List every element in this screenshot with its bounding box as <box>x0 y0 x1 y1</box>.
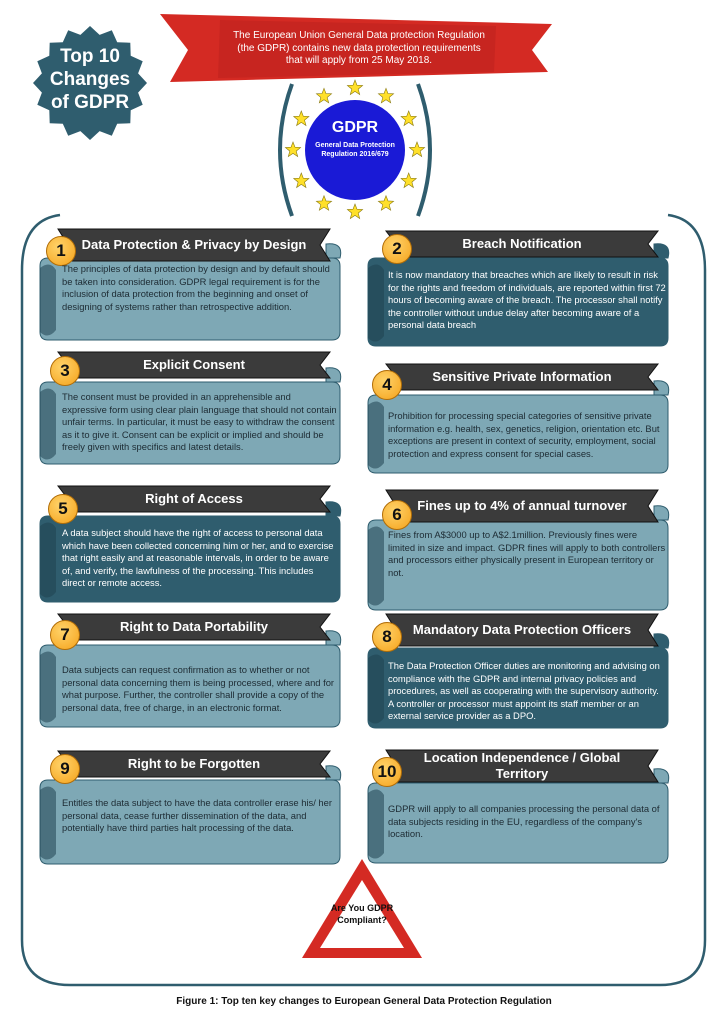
emblem-star <box>401 173 416 188</box>
card-3-curl <box>40 388 56 459</box>
card-4-number-badge: 4 <box>372 370 402 400</box>
emblem-star <box>316 88 331 103</box>
card-2-description: It is now mandatory that breaches which are likely to result in risk for the rights and freedom of individuals, are reported within first 72 hours of becoming aware of the breach. The processor shall notify the controller without undue delay after becoming aware of a personal data breach <box>388 269 666 331</box>
card-8-number-badge: 8 <box>372 622 402 652</box>
card-8-title: Mandatory Data Protection Officers <box>412 622 632 637</box>
card-2-title: Breach Notification <box>462 236 582 251</box>
emblem-star <box>378 196 393 211</box>
card-9-number-badge: 9 <box>50 754 80 784</box>
card-3-description: The consent must be provided in an apprehensible and expressive form using clear plain language that should not contain unfair terms. In particular, it must be easy to withdraw the consent as it to give it. Consent can be explicit or implied and should be freely given with specifics and latest details. <box>62 391 337 453</box>
card-4-title: Sensitive Private Information <box>432 369 612 384</box>
card-7-title: Right to Data Portability <box>119 619 269 634</box>
card-8-description: The Data Protection Officer duties are monitoring and advising on compliance with the GDPR and internal privacy policies and procedures, as well as cooperating with the supervisory authority. A controller or processor must appoint its staff member or an external service provider as a DPO. <box>388 660 660 722</box>
card-6-curl-top <box>654 506 669 520</box>
card-2-curl <box>368 264 384 341</box>
card-8-curl <box>368 654 384 723</box>
card-1-curl <box>40 264 56 335</box>
card-10-title: Location Independence / Global Territory <box>423 750 621 781</box>
card-1-description: The principles of data protection by design and by default should be taken into consideration. GDPR legal requirement is for the inclusion of data protection from the beginning and onset of designing of systems rather than retrospective addition. <box>62 263 330 312</box>
card-7-number-badge: 7 <box>50 620 80 650</box>
banner-text: The European Union General Data protection Regulation (the GDPR) contains new data protection requirements that will apply from 25 May 2018. <box>233 30 485 66</box>
card-1-curl-top <box>326 244 341 258</box>
figure-caption: Figure 1: Top ten key changes to European General Data Protection Regulation <box>176 996 552 1007</box>
emblem-star <box>409 142 424 157</box>
card-5-number-badge: 5 <box>48 494 78 524</box>
card-7-description: Data subjects can request confirmation as to whether or not personal data concerning them is being processed, where and for what purpose. Further, the controller shall provide a copy of the personal data, free of charge, in an electronic format. <box>62 664 335 713</box>
card-3-title: Explicit Consent <box>143 357 245 372</box>
card-9-title: Right to be Forgotten <box>127 756 261 771</box>
badge-title: Top 10 Changes of GDPR <box>49 46 131 113</box>
gdpr-emblem-subtitle: General Data Protection Regulation 2016/679 <box>315 142 395 158</box>
card-6-number-badge: 6 <box>382 500 412 530</box>
card-1-title: Data Protection & Privacy by Design <box>81 237 307 252</box>
card-1-number-badge: 1 <box>46 236 76 266</box>
card-5-curl <box>40 522 56 597</box>
card-4-curl <box>368 401 384 468</box>
emblem-star <box>347 80 362 95</box>
emblem-star <box>285 142 300 157</box>
card-6-title: Fines up to 4% of annual turnover <box>417 498 627 513</box>
card-5-description: A data subject should have the right of access to personal data which have been collected concerning him or her, and to exercise that right easily and at reasonable intervals, in order to be aware of, and verify, the lawfulness of the processing. This includes direct or remote access. <box>62 527 334 589</box>
card-9-curl <box>40 786 56 859</box>
card-7-curl <box>40 651 56 722</box>
emblem-star <box>347 204 362 219</box>
card-10-description: GDPR will apply to all companies processing the personal data of data subjects residing in the EU, regardless of the company's location. <box>388 803 660 840</box>
card-10-number-badge: 10 <box>372 757 402 787</box>
card-9-curl-top <box>326 766 341 780</box>
emblem-star <box>378 88 393 103</box>
gdpr-emblem-title: GDPR <box>331 119 379 136</box>
card-5-title: Right of Access <box>145 491 243 506</box>
card-6-curl <box>368 526 384 605</box>
card-3-number-badge: 3 <box>50 356 80 386</box>
card-4-description: Prohibition for processing special categories of sensitive private information e.g. health, sex, genetics, religion, orientation etc. But exceptions are present in context of security, employment, social protection and express consent for special cases. <box>388 410 660 459</box>
card-6-description: Fines from A$3000 up to A$2.1million. Previously fines were limited in size and impact. GDPR fines will apply to both controllers and processors either physically present in European territory or not. <box>388 529 666 578</box>
compliance-question: Are You GDPR Compliant? <box>330 903 394 925</box>
card-10-curl <box>368 789 384 858</box>
card-9-description: Entitles the data subject to have the data controller erase his/ her personal data, cease further dissemination of the data, and potentially have third parties halt processing of the data. <box>62 797 332 834</box>
card-2-number-badge: 2 <box>382 234 412 264</box>
emblem-star <box>294 173 309 188</box>
emblem-star <box>316 196 331 211</box>
